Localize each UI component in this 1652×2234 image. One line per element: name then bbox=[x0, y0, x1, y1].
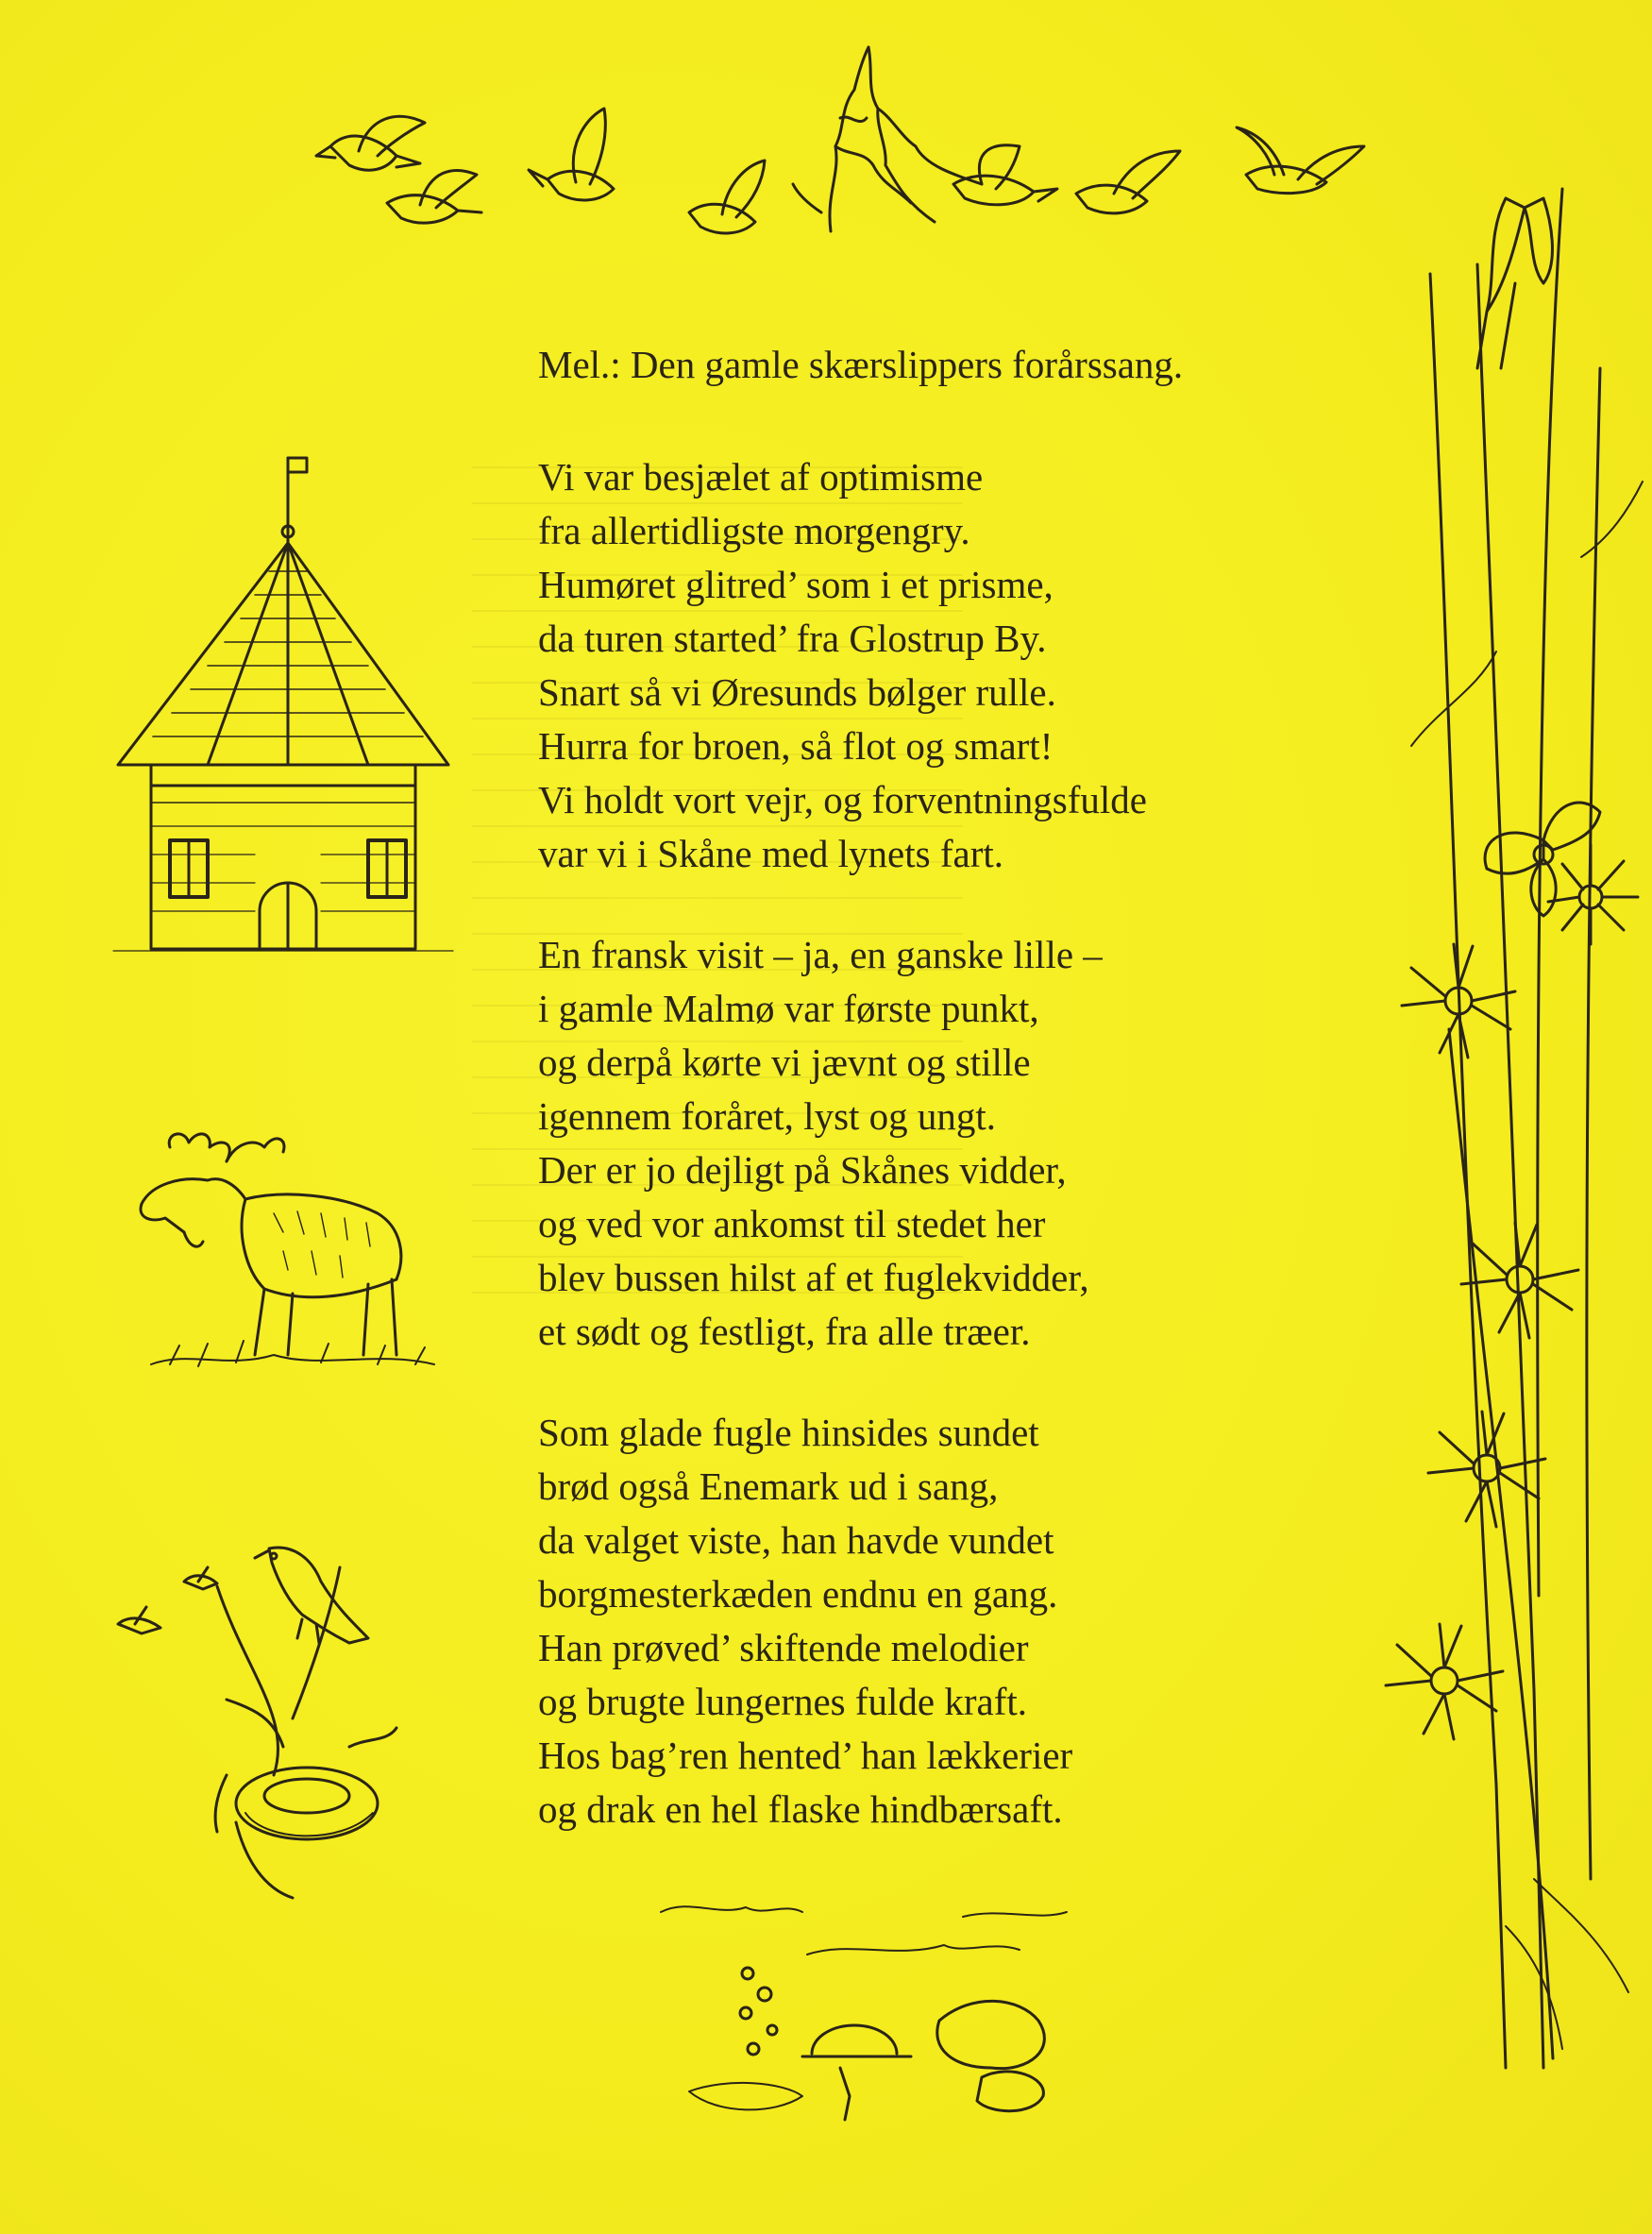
poem-line: brød også Enemark ud i sang, bbox=[538, 1464, 999, 1508]
bird-icon bbox=[689, 161, 765, 233]
poem-line: Snart så vi Øresunds bølger rulle. bbox=[538, 670, 1056, 714]
birds-border-illustration bbox=[312, 52, 1407, 279]
small-bird-icon bbox=[184, 1567, 217, 1589]
poem-line: igennem foråret, lyst og ungt. bbox=[538, 1094, 997, 1138]
plant-icon bbox=[793, 47, 982, 231]
small-bird-icon bbox=[118, 1607, 160, 1633]
poem-line: Humøret glitred’ som i et prisme, bbox=[538, 563, 1054, 606]
stanza-1 bbox=[538, 450, 1331, 881]
poem-line: og brugte lungernes fulde kraft. bbox=[538, 1680, 1028, 1723]
poem-line: Som glade fugle hinsides sundet bbox=[538, 1411, 1039, 1454]
poem-line: og derpå kørte vi jævnt og stille bbox=[538, 1041, 1031, 1084]
bird-icon bbox=[1237, 127, 1364, 194]
poem-line: blev bussen hilst af et fuglekvidder, bbox=[538, 1256, 1089, 1299]
poem-line: Vi var besjælet af optimisme bbox=[538, 455, 984, 499]
poem-line: da valget viste, han havde vundet bbox=[538, 1518, 1054, 1562]
poem-line: et sødt og festligt, fra alle træer. bbox=[538, 1310, 1031, 1353]
bird-icon bbox=[953, 145, 1057, 205]
poem-line: i gamle Malmø var første punkt, bbox=[538, 987, 1039, 1030]
wheat-ear-icon bbox=[1477, 198, 1552, 368]
poem-line: var vi i Skåne med lynets fart. bbox=[538, 832, 1004, 875]
sunset-pond-illustration bbox=[661, 1888, 1133, 2134]
poem-line: fra allertidligste morgengry. bbox=[538, 509, 970, 552]
melody-line: Mel.: Den gamle skærslippers forårssang. bbox=[538, 343, 1184, 386]
moose-illustration bbox=[132, 1128, 472, 1393]
poem-line: borgmesterkæden endnu en gang. bbox=[538, 1572, 1058, 1616]
flower-icon bbox=[1548, 845, 1638, 944]
poem-line: og drak en hel flaske hindbærsaft. bbox=[538, 1787, 1063, 1831]
stanza-2 bbox=[538, 928, 1331, 1359]
tower-illustration bbox=[113, 458, 453, 958]
wildflowers-illustration bbox=[1392, 179, 1652, 2077]
poem-line: Der er jo dejligt på Skånes vidder, bbox=[538, 1148, 1067, 1192]
bird-icon bbox=[316, 116, 425, 170]
bird-icon bbox=[1076, 151, 1180, 213]
bird-icon bbox=[387, 170, 481, 223]
poem-line: Han prøved’ skiftende melodier bbox=[538, 1626, 1029, 1669]
poem-line: Vi holdt vort vejr, og forventningsfulde bbox=[538, 778, 1147, 821]
stanza-3 bbox=[538, 1406, 1331, 1836]
poem-line: da turen started’ fra Glostrup By. bbox=[538, 617, 1047, 660]
poem-line: og ved vor ankomst til stedet her bbox=[538, 1202, 1046, 1245]
bird-icon bbox=[529, 109, 614, 200]
flower-icon bbox=[1386, 1624, 1503, 1739]
poem-line: Hurra for broen, så flot og smart! bbox=[538, 724, 1054, 768]
poem-line: En fransk visit – ja, en ganske lille – bbox=[538, 933, 1103, 976]
bird-nest-illustration bbox=[104, 1530, 481, 1907]
poem-line: Hos bag’ren hented’ han lækkerier bbox=[538, 1734, 1073, 1777]
poem bbox=[538, 338, 1331, 1884]
